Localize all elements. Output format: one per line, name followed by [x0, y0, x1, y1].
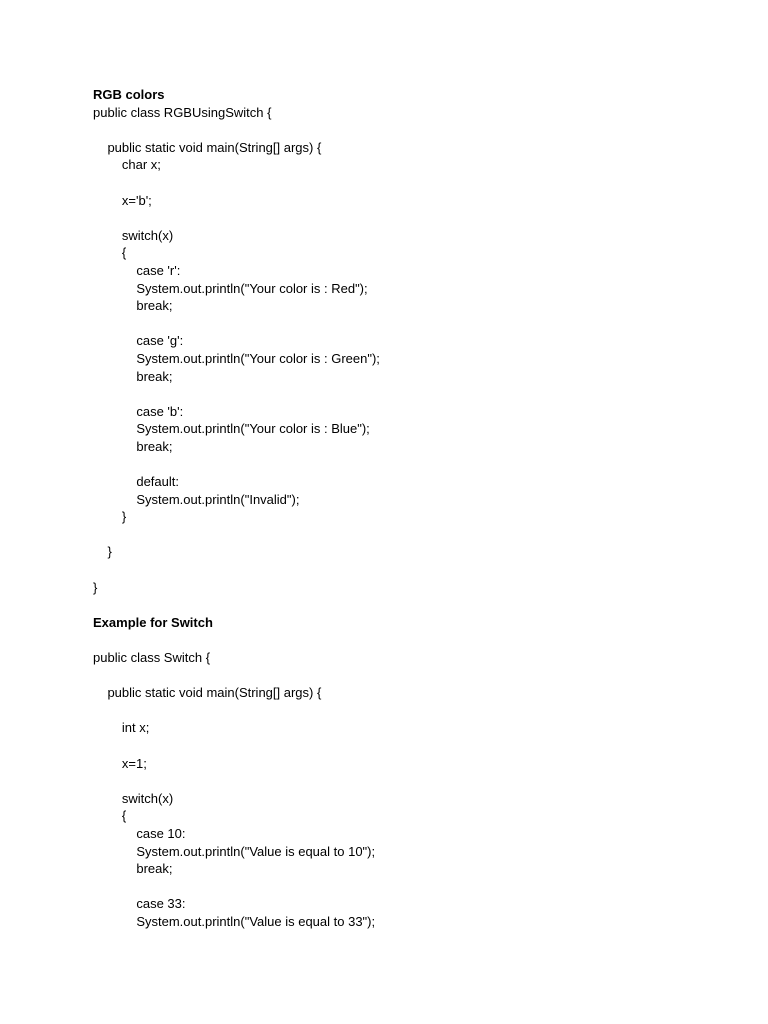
code-line: break;	[93, 298, 173, 314]
blank-line	[93, 561, 713, 579]
code-line: x=1;	[93, 755, 147, 771]
code-line: switch(x)	[93, 227, 174, 243]
code-line: System.out.println("Your color is : Green");	[93, 350, 380, 366]
blank-line	[93, 667, 713, 685]
document-body	[93, 86, 713, 931]
section-heading: Example for Switch	[93, 614, 213, 630]
code-line: char x;	[93, 157, 161, 173]
blank-line	[93, 878, 713, 896]
blank-line	[93, 121, 713, 139]
code-line: x='b';	[93, 192, 152, 208]
blank-line	[93, 315, 713, 333]
blank-line	[93, 596, 713, 614]
code-line: case 10:	[93, 825, 186, 841]
code-line: case 'g':	[93, 333, 184, 349]
blank-line	[93, 702, 713, 720]
blank-line	[93, 455, 713, 473]
code-line: break;	[93, 368, 173, 384]
code-line: System.out.println("Your color is : Red");	[93, 280, 368, 296]
blank-line	[93, 631, 713, 649]
code-line: switch(x)	[93, 790, 174, 806]
blank-line	[93, 772, 713, 790]
code-line: int x;	[93, 720, 150, 736]
code-line: }	[93, 544, 112, 560]
code-line: default:	[93, 474, 179, 490]
code-line: public static void main(String[] args) {	[93, 685, 322, 701]
code-line: System.out.println("Value is equal to 33");	[93, 913, 376, 929]
code-line: public static void main(String[] args) {	[93, 139, 322, 155]
code-line: case 'b':	[93, 403, 184, 419]
blank-line	[93, 526, 713, 544]
code-line: System.out.println("Your color is : Blue");	[93, 421, 370, 437]
code-line: {	[93, 245, 127, 261]
section-heading: RGB colors	[93, 87, 165, 102]
blank-line	[93, 209, 713, 227]
code-line: break;	[93, 861, 173, 877]
code-line: {	[93, 808, 127, 824]
code-line: public class RGBUsingSwitch {	[93, 104, 272, 120]
code-line: public class Switch {	[93, 650, 211, 665]
code-line: }	[93, 509, 127, 525]
code-line: case 33:	[93, 896, 186, 912]
blank-line	[93, 385, 713, 403]
blank-line	[93, 737, 713, 755]
blank-line	[93, 174, 713, 192]
code-line: System.out.println("Value is equal to 10");	[93, 843, 376, 859]
code-line: System.out.println("Invalid");	[93, 491, 300, 507]
code-line: break;	[93, 438, 173, 454]
code-line: case 'r':	[93, 262, 181, 278]
code-line: }	[93, 579, 98, 595]
